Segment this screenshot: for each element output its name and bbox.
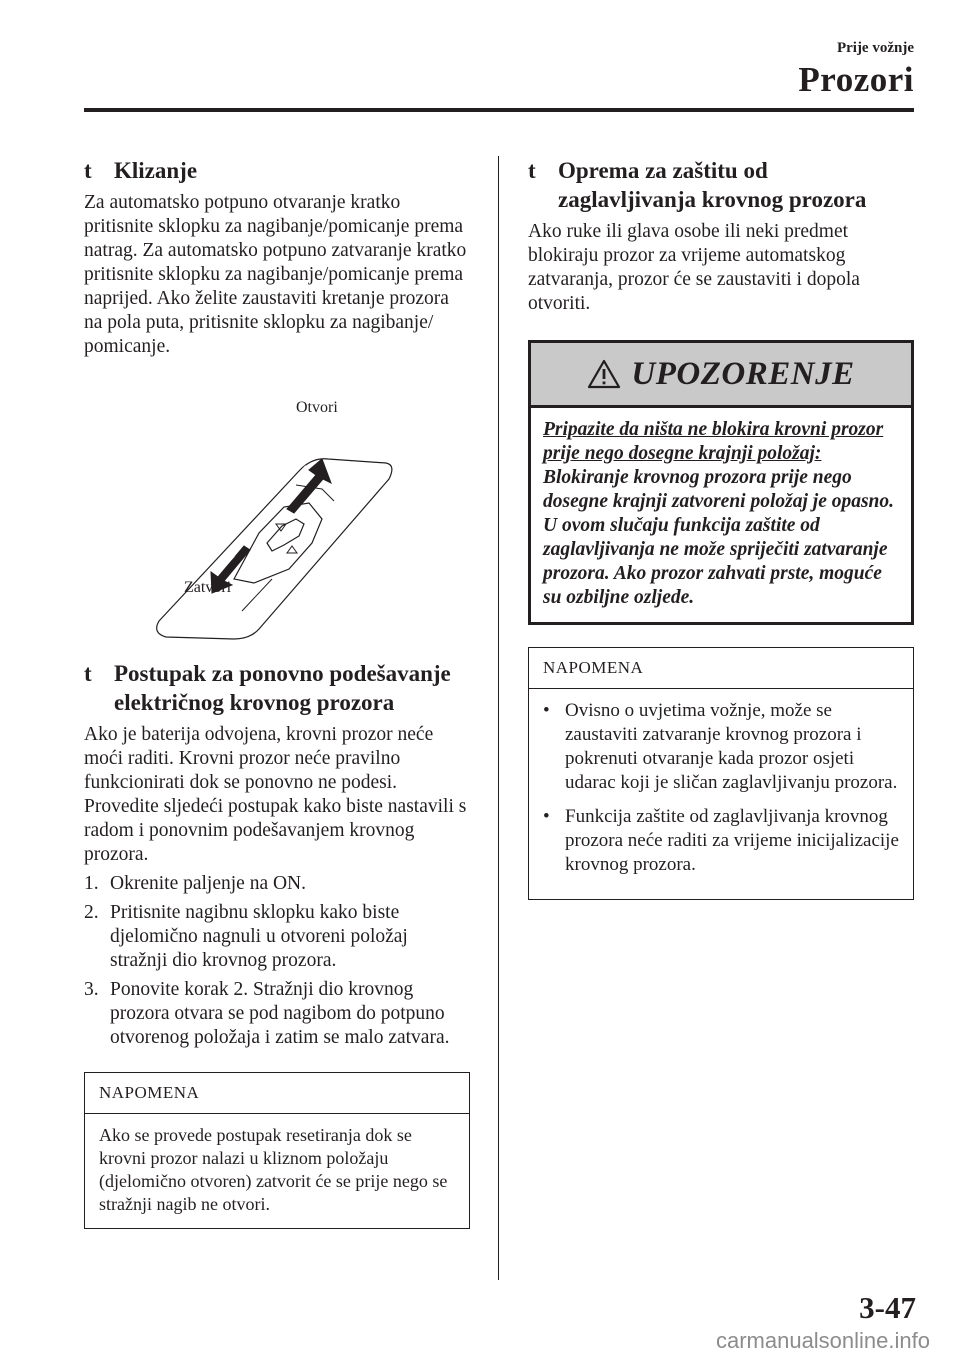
step-text: Ponovite korak 2. Stražnji dio krovnog prozora otvara se pod nagibom do potpuno otvorenog položaja i zatim se malo zatvara. (110, 979, 450, 1048)
sunroof-switch-figure (84, 371, 470, 645)
note-title: NAPOMENA (529, 648, 913, 689)
section-heading-line1: Oprema za zaštitu od (558, 158, 768, 183)
step-number: 3. (84, 979, 99, 1000)
section-paragraph: Ako ruke ili glava osobe ili neki predmet blokiraju prozor za vrijeme automatskog zatvaranja, prozor će se zaustaviti i dopola otvoriti. (528, 221, 860, 314)
page-number: 3-47 (859, 1290, 916, 1325)
right-column (528, 156, 914, 900)
section-bullet: t (528, 158, 536, 183)
section-heading-anti-trap (528, 156, 914, 214)
section-heading-text: Klizanje (114, 158, 198, 183)
section-heading-line2: električnog krovnog prozora (114, 690, 395, 715)
watermark: carmanualsonline.info (715, 1328, 930, 1353)
warning-underlined-text: Pripazite da ništa ne blokira krovni prozor prije nego dosegne krajnji položaj: (543, 419, 884, 464)
note-title: NAPOMENA (85, 1073, 469, 1114)
section-heading-sliding (84, 156, 470, 185)
list-item (84, 978, 470, 1050)
step-number: 2. (84, 902, 99, 923)
note-item-text: Ovisno o uvjetima vožnje, može se zaustaviti zatvaranje krovnog prozora i pokrenuti otvaranje kada prozor osjeti udarac koji je sličan zaglavljivanju prozora. (565, 700, 898, 793)
header-section: Prije vožnje (836, 40, 914, 56)
section-paragraph: Za automatsko potpuno otvaranje kratko pritisnite sklopku za nagibanje/pomicanje prema natrag. Za automatsko potpuno zatvaranje kratko pritisnite sklopku za nagibanje/pomicanje prema naprijed. Ako želite zaustaviti kretanje prozora na pola puta, pritisnite sklopku za nagibanje/ pomicanje. (84, 192, 467, 357)
section-paragraph: Ako je baterija odvojena, krovni prozor neće moći raditi. Krovni prozor neće pravilno funkcionirati dok se ponovno ne podesi. Provedite sljedeći postupak kako biste nastavili s radom i ponovnim podešavanjem krovnog prozora. (84, 724, 467, 865)
list-item (84, 901, 470, 973)
header-title: Prozori (798, 60, 914, 99)
section-heading-line2: zaglavljivanja krovnog prozora (558, 187, 867, 212)
section-bullet: t (84, 158, 92, 183)
list-item (84, 872, 470, 896)
warning-body (531, 408, 911, 622)
list-item (543, 805, 899, 877)
step-text: Pritisnite nagibnu sklopku kako biste djelomično nagnuli u otvoreni položaj stražnji dio krovnog prozora. (110, 902, 408, 971)
note-text: Ako se provede postupak resetiranja dok se krovni prozor nalazi u kliznom položaju (djelomično otvoren) zatvorit će se prije nego se stražnji nagib ne otvori. (99, 1125, 448, 1214)
section-bullet: t (84, 661, 92, 686)
step-text: Okrenite paljenje na ON. (110, 873, 307, 894)
section-heading-line1: Postupak za ponovno podešavanje (114, 661, 451, 686)
note-item-text: Funkcija zaštite od zaglavljivanja krovnog prozora neće raditi za vrijeme inicijalizacije krovnog prozora. (565, 806, 899, 875)
figure-label-close: Zatvori (184, 579, 232, 596)
list-item (543, 699, 899, 795)
open-arrow-icon (287, 459, 331, 513)
warning-triangle-icon (587, 359, 621, 389)
note-body (529, 689, 913, 899)
bullet-dot: • (543, 806, 550, 827)
column-divider (498, 156, 499, 1280)
warning-title: UPOZORENJE (631, 355, 855, 392)
figure-label-open: Otvori (296, 399, 338, 416)
warning-text: Blokiranje krovnog prozora prije nego dosegne krajnji zatvoreni položaj je opasno. U ovom slučaju funkcija zaštite od zaglavljivanja ne može spriječiti zatvaranje prozora. Ako prozor zahvati prste, moguće su ozbiljne ozljede. (543, 467, 895, 608)
note-list (543, 699, 899, 877)
note-box-reset (84, 1072, 470, 1229)
bullet-dot: • (543, 700, 550, 721)
step-number: 1. (84, 873, 99, 894)
header-rule (84, 108, 914, 112)
section-heading-reset (84, 659, 470, 717)
warning-box (528, 340, 914, 625)
sunroof-switch-illustration (84, 371, 470, 645)
left-column (84, 156, 470, 1229)
warning-header (531, 343, 911, 408)
procedure-steps (84, 872, 470, 1050)
note-box-anti-trap (528, 647, 914, 900)
